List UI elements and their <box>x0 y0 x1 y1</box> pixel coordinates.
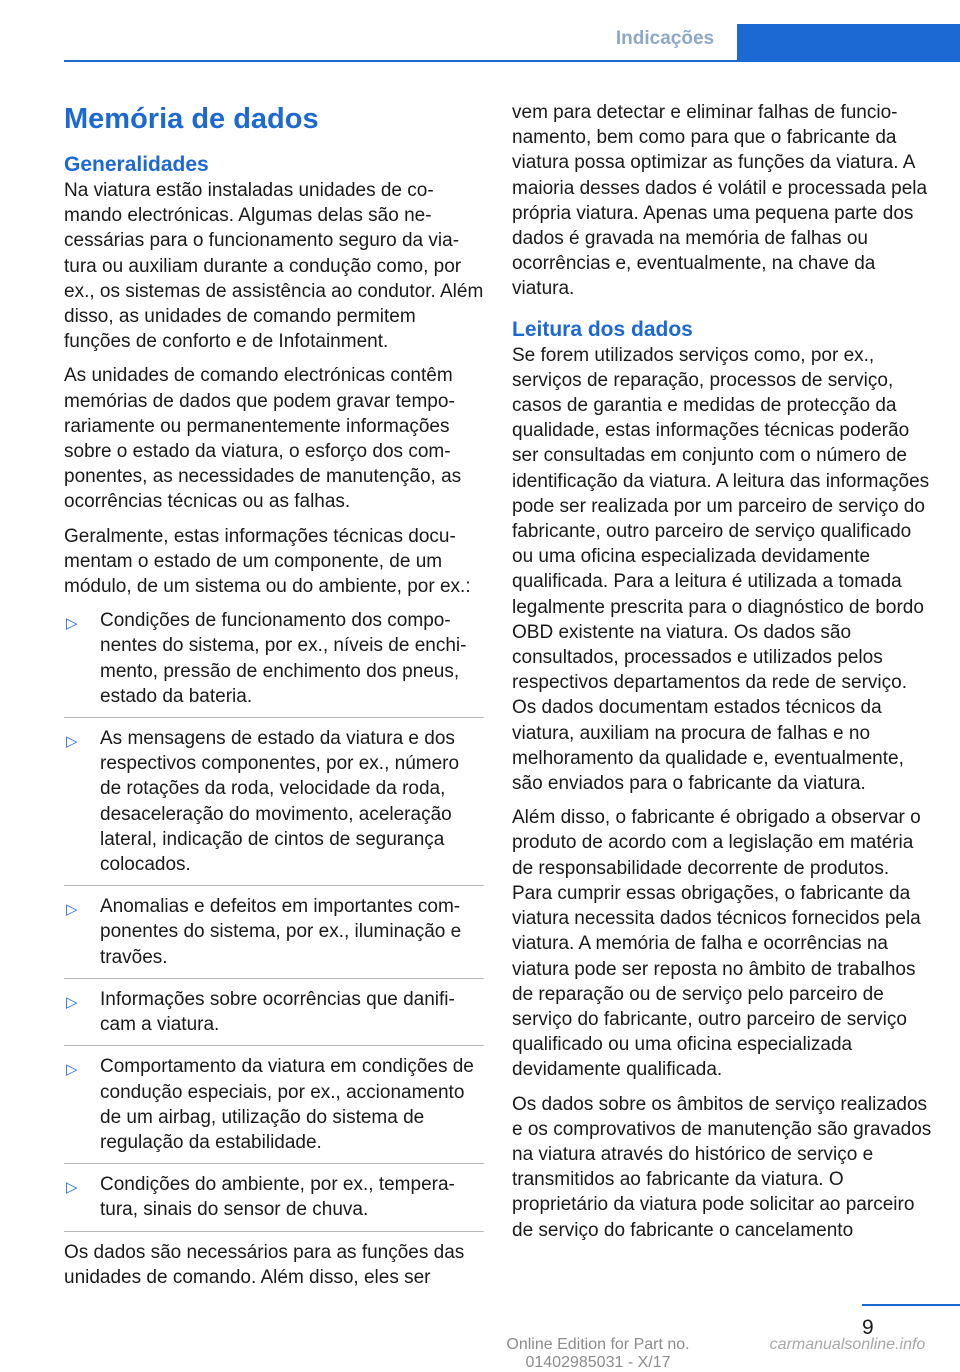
triangle-bullet-icon: ▷ <box>66 993 78 1011</box>
edition-note: Online Edition for Part no. 01402985031 - X/17 <box>506 1336 690 1371</box>
section-heading-generalidades: Generalidades <box>64 153 209 176</box>
list-item-text: Comportamento da viatura em condições de condução especiais, por ex., accionamento de um airbag, utilização do sistema de regulação da estabilidade. <box>100 1056 474 1153</box>
triangle-bullet-icon: ▷ <box>66 1179 78 1197</box>
paragraph: Se forem utilizados serviços como, por ex., serviços de reparação, processos de serviço, casos de garantia e medidas de protecção da qualidade, estas informações técnicas poderão ser consultadas em conjunto com o número de identificação da viatura. A leitura das informações pode ser realizada por um parceiro de serviço do fabricante, outro parceiro de serviço qualificado ou uma oficina especializada devidamente qualificada. Para a leitura é utilizada a tomada legalmente prescrita para o diagnóstico de bordo OBD existente na viatura. Os dados são consultados, processados e utilizados pelos respectivos departamentos da rede de serviço. Os dados documentam estados técnicos da viatura, auxiliam na procura de falhas e no melhoramento da qualidade e, eventualmente, são enviados para o fabricante da viatura. <box>512 344 930 795</box>
paragraph: Os dados sobre os âmbitos de serviço realizados e os comprovativos de manutenção são gravados na viatura através do histórico de serviço e transmitidos ao fabricante da viatura. O proprietário da viatura pode solicitar ao parceiro de serviço do fabricante o cancelamento <box>512 1093 932 1241</box>
paragraph: Além disso, o fabricante é obrigado a observar o produto de acordo com a legislação em matéria de responsabilidade decorrente de produtos. Para cumprir essas obrigações, o fabricante da viatura necessita dados técnicos fornecidos pela viatura. A memória de falha e ocorrências na viatura pode ser reposta no âmbito de trabalhos de reparação ou de serviço pelo parceiro de serviço do fabricante, outro parceiro de serviço qualificado ou uma oficina especializada devidamente qualificada. <box>512 807 921 1081</box>
triangle-bullet-icon: ▷ <box>66 1061 78 1079</box>
list-item-text: Condições do ambiente, por ex., temperatura, sinais do sensor de chuva. <box>100 1174 455 1221</box>
triangle-bullet-icon: ▷ <box>66 615 78 633</box>
bullet-list <box>64 608 484 1231</box>
list-item-text: Anomalias e defeitos em importantes componentes do sistema, por ex., iluminação e travões. <box>100 896 462 968</box>
paragraph: Geralmente, estas informações técnicas documentam o estado de um componente, de um módulo, de um sistema ou do ambiente, por ex.: <box>64 525 471 598</box>
list-item-text: Condições de funcionamento dos componentes do sistema, por ex., níveis de enchimento, pressão de enchimento dos pneus, estado da bateria. <box>100 610 467 707</box>
right-column <box>512 100 932 1252</box>
page-number: 9 <box>862 1316 874 1339</box>
list-item <box>64 894 484 979</box>
list-item <box>64 726 484 886</box>
header-rule <box>64 60 960 62</box>
list-item <box>64 1172 484 1231</box>
paragraph: vem para detectar e eliminar falhas de funcionamento, bem como para que o fabricante da viatura possa optimizar as funções da viatura. A maioria desses dados é volátil e processada pela própria viatura. Apenas uma pequena parte dos dados é gravada na memória de falhas ou ocorrências e, eventualmente, na chave da viatura. <box>512 102 928 300</box>
header-accent-block <box>737 24 960 62</box>
triangle-bullet-icon: ▷ <box>66 901 78 919</box>
footer-rule <box>862 1304 960 1306</box>
list-item <box>64 987 484 1046</box>
section-title: Indicações <box>615 28 715 49</box>
list-item-text: As mensagens de estado da viatura e dos respectivos componentes, por ex., número de rotações da roda, velocidade da roda, desaceleração do movimento, aceleração lateral, indicação de cintos de segurança colocados. <box>100 728 460 876</box>
list-item <box>64 608 484 718</box>
triangle-bullet-icon: ▷ <box>66 733 78 751</box>
list-item-text: Informações sobre ocorrências que danificam a viatura. <box>100 988 455 1036</box>
watermark: carmanualsonline.info <box>769 1336 926 1353</box>
paragraph: Na viatura estão instaladas unidades de comando electrónicas. Algumas delas são necessárias para o funcionamento seguro da viatura ou auxiliam durante a condução como, por ex., os sistemas de assistência ao condutor. Além disso, as unidades de comando permitem funções de conforto e de Infotainment. <box>64 180 484 353</box>
paragraph: Os dados são necessários para as funções das unidades de comando. Além disso, eles ser <box>64 1241 465 1288</box>
left-column <box>64 96 484 1299</box>
paragraph: As unidades de comando electrónicas contêm memórias de dados que podem gravar temporariamente ou permanentemente informações sobre o estado da viatura, o esforço dos componentes, as necessidades de manutenção, as ocorrências técnicas ou as falhas. <box>64 365 462 513</box>
list-item <box>64 1054 484 1164</box>
page-title: Memória de dados <box>64 103 319 135</box>
section-heading-leitura: Leitura dos dados <box>512 317 693 341</box>
